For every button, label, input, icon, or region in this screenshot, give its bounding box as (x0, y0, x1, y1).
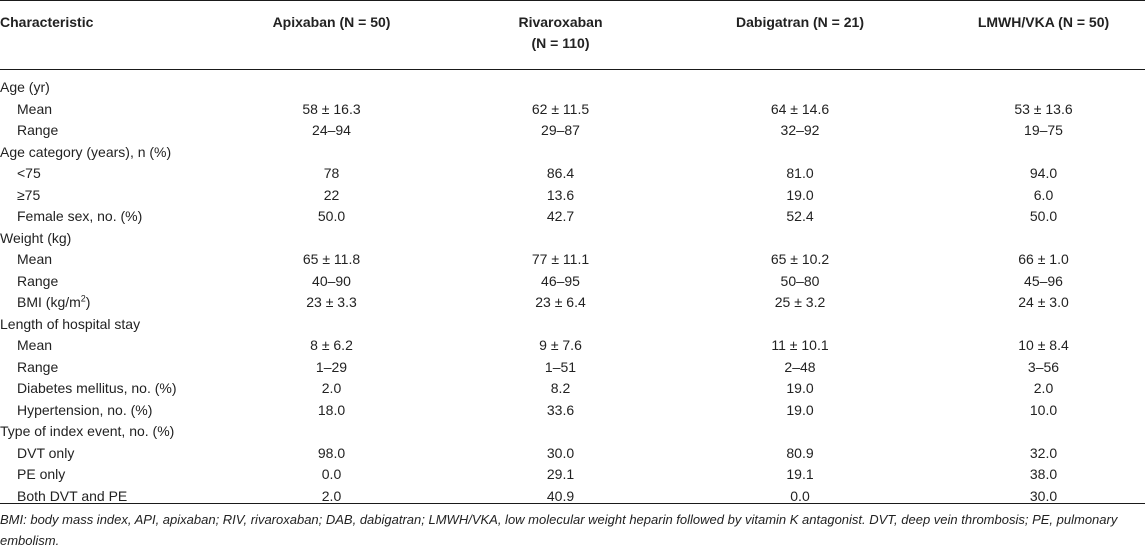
cell-apixaban: 58 ± 16.3 (302, 100, 361, 117)
cell-rivaroxaban (463, 421, 658, 443)
cell-apixaban (200, 228, 463, 250)
cell-lmwh-vka: 30.0 (1029, 487, 1058, 504)
cell-apixaban: 98.0 (317, 444, 346, 461)
row-label-text: <75 (17, 165, 41, 181)
cell-rivaroxaban: 29.1 (546, 466, 575, 482)
row-label-text: Hypertension, no. (%) (17, 401, 153, 418)
table-row (0, 163, 1145, 185)
row-label-text: Range (17, 122, 59, 138)
cell-apixaban: 23 ± 3.3 (306, 294, 357, 310)
row-label (0, 206, 200, 228)
row-label-text: Diabetes mellitus, no. (%) (17, 380, 177, 396)
table-row (0, 400, 1145, 422)
cell-apixaban (200, 421, 463, 443)
table-row (0, 271, 1145, 293)
row-label (0, 464, 200, 486)
cell-dabigatran (658, 70, 942, 99)
row-label (0, 314, 200, 336)
table-row (0, 378, 1145, 400)
row-label-text: Age category (years), n (%) (0, 143, 172, 160)
cell-dabigatran: 65 ± 10.2 (770, 251, 830, 267)
table-row (0, 228, 1145, 250)
cell-dabigatran: 19.1 (786, 466, 814, 482)
cell-rivaroxaban (463, 142, 658, 164)
cell-apixaban: 24–94 (312, 122, 351, 138)
cell-apixaban: 22 (323, 186, 340, 203)
cell-dabigatran: 19.0 (786, 401, 814, 418)
row-label (0, 378, 200, 400)
cell-apixaban: 0.0 (321, 466, 342, 482)
row-label (0, 142, 200, 164)
cell-lmwh-vka: 66 ± 1.0 (1018, 251, 1069, 267)
cell-dabigatran (658, 314, 942, 336)
cell-apixaban (200, 142, 463, 164)
table-header-row (0, 1, 1145, 70)
row-label (0, 443, 200, 465)
table-row (0, 335, 1145, 357)
row-label (0, 163, 200, 185)
cell-apixaban: 8 ± 6.2 (310, 337, 353, 353)
cell-lmwh-vka: 19–75 (1024, 122, 1063, 138)
row-label (0, 185, 200, 207)
table-row (0, 357, 1145, 379)
cell-lmwh-vka: 10 ± 8.4 (1018, 337, 1069, 353)
cell-lmwh-vka: 53 ± 13.6 (1014, 100, 1073, 117)
row-label-text: Both DVT and PE (17, 487, 128, 504)
cell-rivaroxaban (463, 228, 658, 250)
cell-rivaroxaban: 23 ± 6.4 (535, 294, 586, 310)
row-label-text: Range (17, 358, 59, 375)
cell-lmwh-vka: 50.0 (1029, 208, 1058, 224)
row-label-superscript: 2 (80, 293, 86, 304)
table-row (0, 70, 1145, 99)
cell-dabigatran: 52.4 (786, 208, 814, 224)
table-body (0, 70, 1145, 512)
cell-dabigatran: 19.0 (786, 186, 814, 203)
row-label-text: Mean (17, 100, 53, 117)
table-bottom-rule (0, 503, 1145, 504)
cell-apixaban: 18.0 (317, 401, 346, 418)
cell-lmwh-vka (942, 70, 1145, 99)
row-label (0, 357, 200, 379)
cell-rivaroxaban: 1–51 (544, 358, 577, 375)
row-label (0, 70, 200, 99)
row-label-text: Mean (17, 337, 53, 353)
table-row (0, 206, 1145, 228)
cell-apixaban (200, 70, 463, 99)
header-apixaban: Apixaban (N = 50) (200, 1, 463, 70)
cell-lmwh-vka: 24 ± 3.0 (1018, 294, 1069, 310)
row-label-text: PE only (17, 466, 66, 482)
cell-dabigatran (658, 421, 942, 443)
header-characteristic: Characteristic (0, 1, 200, 70)
cell-dabigatran: 64 ± 14.6 (770, 100, 830, 117)
cell-lmwh-vka: 32.0 (1029, 444, 1058, 461)
row-label-text: Type of index event, no. (%) (0, 423, 175, 439)
table-row (0, 443, 1145, 465)
cell-rivaroxaban (463, 314, 658, 336)
cell-dabigatran: 11 ± 10.1 (771, 337, 829, 353)
cell-apixaban: 78 (323, 165, 340, 181)
cell-rivaroxaban (463, 70, 658, 99)
row-label (0, 292, 200, 314)
table-row (0, 292, 1145, 314)
cell-apixaban: 50.0 (317, 208, 346, 224)
cell-dabigatran: 32–92 (780, 122, 820, 138)
cell-rivaroxaban: 46–95 (541, 272, 580, 289)
table-row (0, 142, 1145, 164)
row-label (0, 249, 200, 271)
row-label-text: Weight (kg) (0, 229, 72, 246)
cell-rivaroxaban: 33.6 (546, 401, 575, 418)
row-label (0, 271, 200, 293)
row-label (0, 228, 200, 250)
cell-lmwh-vka: 10.0 (1029, 401, 1058, 418)
cell-rivaroxaban: 42.7 (546, 208, 575, 224)
cell-rivaroxaban: 8.2 (550, 380, 571, 396)
row-label (0, 400, 200, 422)
cell-dabigatran: 25 ± 3.2 (774, 294, 826, 310)
row-label-text: Range (17, 272, 59, 289)
cell-lmwh-vka: 3–56 (1027, 358, 1060, 375)
row-label-text: Female sex, no. (%) (17, 208, 143, 224)
header-rivaroxaban-line2: (N = 110) (531, 35, 590, 51)
cell-apixaban (200, 314, 463, 336)
cell-apixaban: 2.0 (321, 487, 342, 504)
cell-apixaban: 40–90 (312, 272, 351, 289)
row-label-text: Length of hospital stay (0, 315, 141, 332)
row-label (0, 335, 200, 357)
row-label-text: BMI (kg/m (17, 294, 81, 310)
header-lmwh-vka: LMWH/VKA (N = 50) (942, 1, 1145, 70)
cell-lmwh-vka: 6.0 (1033, 186, 1054, 203)
cell-rivaroxaban: 62 ± 11.5 (531, 100, 590, 117)
cell-lmwh-vka (942, 142, 1145, 164)
table-row (0, 99, 1145, 121)
row-label (0, 421, 200, 443)
cell-lmwh-vka: 94.0 (1029, 165, 1058, 181)
row-label-text: ≥75 (17, 186, 41, 203)
cell-lmwh-vka (942, 314, 1145, 336)
table-row (0, 185, 1145, 207)
cell-dabigatran: 81.0 (786, 165, 814, 181)
header-rivaroxaban-line1: Rivaroxaban (518, 14, 603, 30)
cell-rivaroxaban: 13.6 (546, 186, 575, 203)
table-row (0, 421, 1145, 443)
cell-dabigatran: 2–48 (784, 358, 816, 375)
cell-rivaroxaban: 77 ± 11.1 (531, 251, 590, 267)
table-row (0, 486, 1145, 512)
row-label-text: Age (yr) (0, 79, 50, 95)
cell-rivaroxaban: 30.0 (546, 444, 575, 461)
cell-lmwh-vka: 45–96 (1024, 272, 1063, 289)
cell-rivaroxaban: 29–87 (541, 122, 580, 138)
cell-lmwh-vka (942, 421, 1145, 443)
header-rivaroxaban (463, 1, 658, 70)
cell-dabigatran: 19.0 (786, 380, 814, 396)
cell-rivaroxaban: 9 ± 7.6 (539, 337, 582, 353)
cell-rivaroxaban: 40.9 (546, 487, 575, 504)
cell-lmwh-vka: 38.0 (1029, 466, 1058, 482)
row-label-suffix: ) (85, 294, 91, 310)
table-footnote: BMI: body mass index, API, apixaban; RIV, rivaroxaban; DAB, dabigatran; LMWH/VKA, low molecular weight heparin followed by vitamin K antagonist. DVT, deep vein thrombosis; PE, pulmonary embolism. (0, 512, 1118, 548)
row-label (0, 486, 200, 512)
table-row (0, 314, 1145, 336)
cell-apixaban: 65 ± 11.8 (302, 251, 361, 267)
table-row (0, 120, 1145, 142)
cell-dabigatran (658, 228, 942, 250)
cell-dabigatran (658, 142, 942, 164)
row-label (0, 120, 200, 142)
cell-apixaban: 1–29 (315, 358, 348, 375)
cell-rivaroxaban: 86.4 (546, 165, 575, 181)
cell-dabigatran: 80.9 (786, 444, 814, 461)
cell-lmwh-vka: 2.0 (1033, 380, 1054, 396)
header-dabigatran: Dabigatran (N = 21) (658, 1, 942, 70)
table-row (0, 464, 1145, 486)
row-label-text: DVT only (17, 444, 75, 461)
cell-lmwh-vka (942, 228, 1145, 250)
row-label (0, 99, 200, 121)
cell-apixaban: 2.0 (321, 380, 342, 396)
cell-dabigatran: 50–80 (780, 272, 820, 289)
table-row (0, 249, 1145, 271)
cell-dabigatran: 0.0 (790, 487, 810, 504)
row-label-text: Mean (17, 251, 53, 267)
